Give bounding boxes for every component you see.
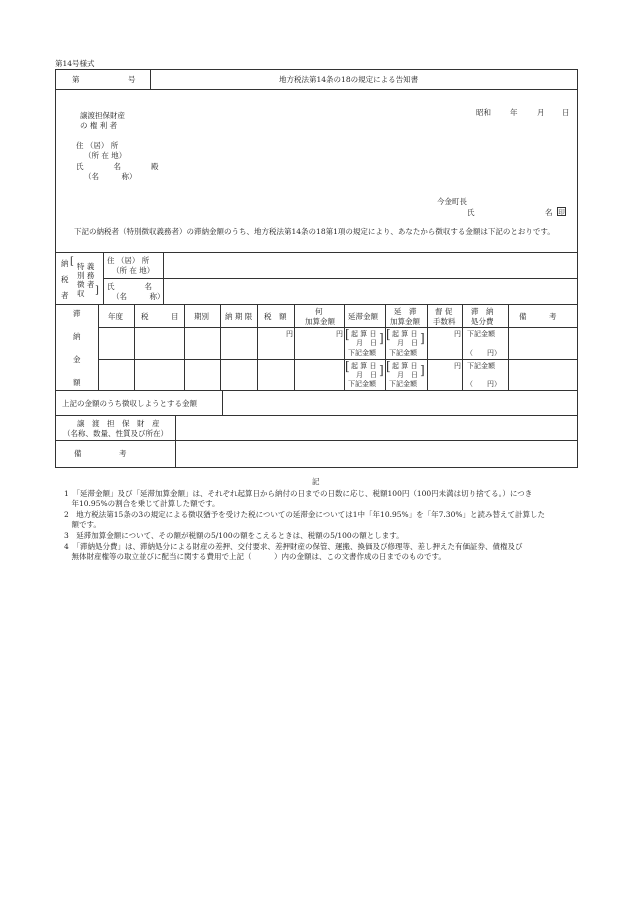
divider [55, 415, 578, 416]
date-era: 昭和 [476, 108, 491, 117]
bracket-right: ] [95, 285, 99, 296]
calc-start-label: 起 算 日 [392, 330, 418, 338]
divider [257, 304, 258, 390]
divider [508, 304, 509, 390]
bracket-right: ] [379, 363, 384, 377]
divider [427, 304, 428, 390]
arrears-side-3: 金 [73, 355, 81, 364]
collateral-owner-label-1: 譲渡担保財産 [80, 111, 125, 120]
unit-yen: 円 [454, 330, 461, 338]
issuer-office: 今金町長 [437, 197, 467, 206]
col-fee-2: 手数料 [433, 317, 456, 326]
col-tax-amount: 税 額 [264, 312, 287, 321]
disposition-yen-paren: （ 円） [466, 380, 501, 388]
bracket-right: ] [420, 331, 425, 345]
taxpayer-label-zei: 税 [61, 275, 69, 284]
collateral-label-1: 譲 渡 担 保 財 産 [77, 419, 160, 428]
issuer-name-mei: 名 [545, 208, 553, 217]
divider [344, 304, 345, 390]
intro-text: 下記の納税者（特別徴収義務者）の滞納金額のうち、地方税法第14条の18第1項の規定により、あなたから徴収する金額は下記のとおりです。 [74, 227, 555, 236]
divider [294, 304, 295, 390]
bracket-left: [ [345, 359, 350, 373]
collect-amount-label: 上記の金額のうち徴収しようとする金額 [62, 399, 197, 408]
below-amount-label: 下記金額 [389, 349, 417, 357]
below-amount-label: 下記金額 [467, 330, 495, 338]
calc-start-label: 起 算 日 [351, 362, 377, 370]
divider [55, 89, 578, 90]
address-sub-label: （所 在 地） [84, 151, 127, 160]
address-label: 住 （居） 所 [76, 141, 119, 150]
special-label-1: 特 義 [77, 262, 95, 271]
divider [462, 304, 463, 390]
taxpayer-name-label: 氏 名 [107, 282, 152, 291]
col-period: 期別 [194, 312, 209, 321]
calc-start-label: 起 算 日 [351, 330, 377, 338]
col-remarks: 備 考 [519, 312, 557, 321]
collateral-owner-label-2: の 権 利 者 [80, 121, 118, 130]
divider [220, 304, 221, 390]
below-amount-label: 下記金額 [389, 380, 417, 388]
number-label-go: 号 [128, 75, 136, 84]
divider [55, 252, 578, 253]
note-item-4: 4 「滞納処分費」は、滞納処分による財産の差押、交付要求、差押財産の保管、運搬、換価及び修理等、差し押えた有価証券、債権及び 無体財産権等の取立並びに配当に関する費用で上記（ ）内の金額は、この文書作成の日までのものです。 [64, 542, 523, 561]
addressee-name-label: 氏 名 殿 [76, 162, 159, 171]
taxpayer-label-nou: 納 [61, 259, 69, 268]
divider [385, 304, 386, 390]
bracket-right: ] [420, 363, 425, 377]
unit-yen: 円 [336, 330, 343, 338]
special-label-4: 収 [77, 289, 85, 298]
note-item-1: 1 「延滞金額」及び「延滞加算金額」は、それぞれ起算日から納付の日までの日数に応じ、税額100円（100円未満は切り捨てる。）につき 年10.95%の割合を乗じて計算した額です。 [64, 489, 533, 508]
date-day: 日 [562, 108, 570, 117]
arrears-side-4: 額 [73, 378, 81, 387]
addressee-name-sub-label: （名 称） [84, 172, 137, 181]
col-tax-item: 税 目 [141, 312, 179, 321]
date-year: 年 [510, 108, 518, 117]
col-delinquency-add-1: 延 滞 [394, 307, 417, 316]
col-year: 年度 [108, 312, 123, 321]
special-label-2: 別 務 [77, 271, 95, 280]
issuer-name-shi: 氏 [467, 208, 475, 217]
number-label-dai: 第 [72, 75, 80, 84]
taxpayer-address-sub: （所 在 地） [112, 266, 155, 275]
unit-yen: 円 [286, 330, 293, 338]
divider [150, 69, 151, 89]
divider [134, 304, 135, 390]
month-day-label: 月 日 [397, 339, 418, 347]
arrears-side-1: 滞 [73, 309, 81, 318]
col-fee-1: 督 促 [435, 307, 453, 316]
col-deadline: 納 期 限 [225, 312, 253, 321]
divider [222, 390, 223, 415]
date-month: 月 [537, 108, 545, 117]
col-disposition-2: 処分費 [471, 317, 494, 326]
taxpayer-label-sha: 者 [61, 291, 69, 300]
collateral-label-2: （名称、数量、性質及び所在） [63, 429, 168, 438]
notes-heading: 記 [312, 477, 320, 486]
special-label-3: 徴 者 [77, 280, 95, 289]
arrears-side-2: 納 [73, 332, 81, 341]
bracket-right: ] [379, 331, 384, 345]
calc-start-label: 起 算 日 [392, 362, 418, 370]
divider [98, 304, 99, 390]
divider [98, 327, 578, 328]
bracket-left: [ [70, 256, 74, 267]
seal-mark: 印 [558, 208, 565, 216]
col-additional-2: 加算金額 [305, 317, 335, 326]
col-additional-1: 何 [315, 307, 323, 316]
taxpayer-name-sub: （名 称） [112, 292, 165, 301]
col-disposition-1: 滞 納 [471, 307, 494, 316]
divider [184, 304, 185, 390]
divider [103, 278, 578, 279]
taxpayer-address-label: 住 （居） 所 [107, 256, 150, 265]
divider [55, 440, 578, 441]
document-title: 地方税法第14条の18の規定による告知書 [279, 75, 419, 84]
bracket-left: [ [345, 327, 350, 341]
below-amount-label: 下記金額 [348, 349, 376, 357]
note-item-2: 2 地方税法第15条の3の規定による徴収猶予を受けた税についての延滞金については1中「年10.95%」を「年7.30%」と読み替えて計算した 額です。 [64, 510, 545, 529]
unit-yen: 円 [454, 362, 461, 370]
remarks-label: 備 考 [74, 449, 127, 458]
divider [103, 252, 104, 304]
month-day-label: 月 日 [356, 371, 377, 379]
below-amount-label: 下記金額 [348, 380, 376, 388]
col-delinquency-add-2: 加算金額 [390, 317, 420, 326]
below-amount-label: 下記金額 [467, 362, 495, 370]
bracket-left: [ [386, 327, 391, 341]
month-day-label: 月 日 [356, 339, 377, 347]
disposition-yen-paren: （ 円） [466, 349, 501, 357]
divider [175, 415, 176, 468]
bracket-left: [ [386, 359, 391, 373]
note-item-3: 3 延滞加算金額について、その額が税額の5/100の額をこえるときは、税額の5/100の額とします。 [64, 531, 404, 540]
col-delinquency: 延滞金額 [348, 312, 378, 321]
divider [98, 359, 578, 360]
form-number: 第14号様式 [55, 59, 95, 68]
divider [55, 390, 578, 391]
month-day-label: 月 日 [397, 371, 418, 379]
